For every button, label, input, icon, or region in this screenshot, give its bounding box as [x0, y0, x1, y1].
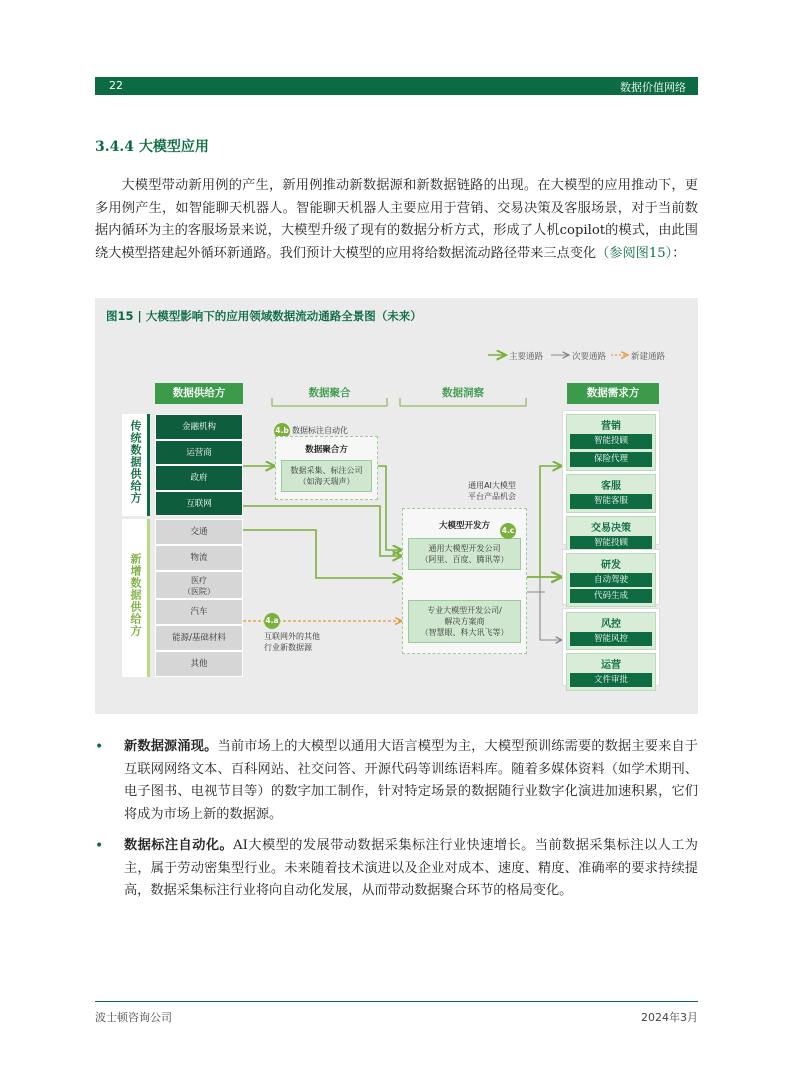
demand-marketing-item-1: 智能投顾 — [570, 434, 652, 449]
bullet-dot: • — [95, 838, 104, 854]
intro-tail: ： — [672, 245, 686, 261]
new-group-label: 新增数据供给方 — [129, 553, 142, 637]
supplier-telecom: 运营商 — [155, 440, 243, 466]
footer-publisher: 波士顿咨询公司 — [95, 1011, 172, 1024]
stage-insight: 数据洞察 — [442, 387, 484, 399]
intro-text: 大模型带动新用例的产生，新用例推动新数据源和新数据链路的出现。在大模型的应用推动下，更多用例产生，如智能聊天机器人。智能聊天机器人主要应用于营销、交易决策及客服场景，对于当前数据内循环为主的客服场景来说，大模型升级了现有的数据分析方式，形成了人机copilot的模式，由此围绕大模型搭建起外循环新通路。我们预计大模型的应用将给数据流动路径带来三点变化 — [95, 178, 698, 261]
badge-4a: 4.a — [264, 613, 280, 629]
demand-marketing-title: 营销 — [601, 421, 621, 432]
bullet-text: 当前市场上的大模型以通用大语言模型为主，大模型预训练需要的数据主要来自于互联网网络文本、百科网站、社交问答、开源代码等训练语料库。随着多媒体资料（如学术期刊、电子图书、电视节目等）的数字加工制作，针对特定场景的数据随行业数字化演进加速积累，它们将成为市场上新的数据源。 — [124, 739, 698, 822]
demand-service-title: 客服 — [601, 481, 621, 492]
supplier-financial: 金融机构 — [155, 414, 243, 440]
supplier-internet: 互联网 — [155, 491, 243, 517]
demand-ops-title: 运营 — [601, 660, 621, 671]
demand-group-box-3 — [562, 608, 660, 686]
traditional-group-label-box — [122, 414, 148, 516]
supplier-medical: 医疗 （医院） — [155, 571, 243, 599]
demand-rnd-title: 研发 — [601, 560, 621, 571]
auto-label-note: 数据标注自动化 — [292, 426, 348, 435]
new-group-bar — [147, 519, 150, 677]
stage-aggregation: 数据聚合 — [308, 387, 351, 399]
demand-rnd-item-2: 代码生成 — [570, 589, 652, 603]
demand-group-box-1 — [562, 410, 660, 548]
new-supplier-list — [155, 519, 243, 677]
column-supply: 数据供给方 — [155, 383, 243, 404]
aggregator-box — [275, 436, 378, 500]
demand-marketing-item-2: 保险代理 — [570, 452, 652, 467]
badge-4c: 4.c — [500, 523, 516, 539]
ai-platform-note: 通用AI大模型 平台产品机会 — [468, 481, 516, 501]
running-title: 数据价值网络 — [620, 81, 686, 94]
aggregator-title: 数据聚合方 — [305, 445, 348, 455]
supplier-automotive: 汽车 — [155, 599, 243, 625]
developer-title: 大模型开发方 — [438, 521, 490, 531]
footer-date: 2024年3月 — [641, 1011, 698, 1024]
new-source-note: 互联网外的其他 行业新数据源 — [264, 632, 320, 652]
demand-group-box-2 — [562, 549, 660, 605]
page-number: 22 — [109, 79, 123, 92]
new-group-label-box — [122, 519, 148, 677]
footer-rule — [95, 1001, 698, 1002]
supplier-transport: 交通 — [155, 519, 243, 545]
developer-general: 通用大模型开发公司 （阿里、百度、腾讯等） — [408, 538, 521, 570]
supplier-energy: 能源/基础材料 — [155, 625, 243, 651]
figure-reference-link[interactable]: （参阅图15） — [596, 245, 673, 261]
bullet-head: 新数据源涌现。 — [124, 739, 218, 754]
bullet-new-data-sources — [95, 736, 698, 826]
demand-ops-item-1: 文件审批 — [570, 673, 652, 687]
developer-specialized: 专业大模型开发公司/ 解决方案商 （智慧眼、科大讯飞等） — [408, 600, 521, 643]
traditional-supplier-list — [155, 414, 243, 516]
demand-trading-title: 交易决策 — [591, 523, 631, 534]
demand-service-item-1: 智能客服 — [570, 494, 652, 509]
section-title: 3.4.4 大模型应用 — [95, 139, 209, 155]
aggregator-desc: 数据采集、标注公司 （如海天瑞声） — [281, 460, 372, 492]
demand-risk-item-1: 智能风控 — [570, 632, 652, 646]
column-demand: 数据需求方 — [567, 383, 659, 404]
supplier-other: 其他 — [155, 651, 243, 677]
supplier-logistics: 物流 — [155, 545, 243, 571]
badge-4b: 4.b — [274, 423, 290, 439]
demand-rnd-item-1: 自动驾驶 — [570, 573, 652, 587]
figure-title: 图15 | 大模型影响下的应用领域数据流动通路全景图（未来） — [106, 309, 422, 323]
bullet-auto-labeling — [95, 835, 698, 903]
bullet-text: AI大模型的发展带动数据采集标注行业快速增长。当前数据采集标注以人工为主，属于劳动密集型行业。未来随着技术演进以及企业对成本、速度、精度、准确率的要求持续提高，数据采集标注行业将向自动化发展，从而带动数据聚合环节的格局变化。 — [124, 838, 698, 899]
legend-secondary: 次要通路 — [572, 352, 607, 362]
bullet-dot: • — [95, 739, 104, 755]
demand-risk-title: 风控 — [601, 619, 621, 630]
demand-trading-item-1: 智能投顾 — [570, 536, 652, 551]
traditional-group-bar — [147, 414, 150, 516]
bullet-head: 数据标注自动化。 — [124, 838, 234, 853]
traditional-group-label: 传统数据供给方 — [129, 420, 142, 504]
legend-main: 主要通路 — [509, 352, 544, 362]
supplier-government: 政府 — [155, 465, 243, 491]
legend-new: 新建通路 — [631, 352, 666, 362]
